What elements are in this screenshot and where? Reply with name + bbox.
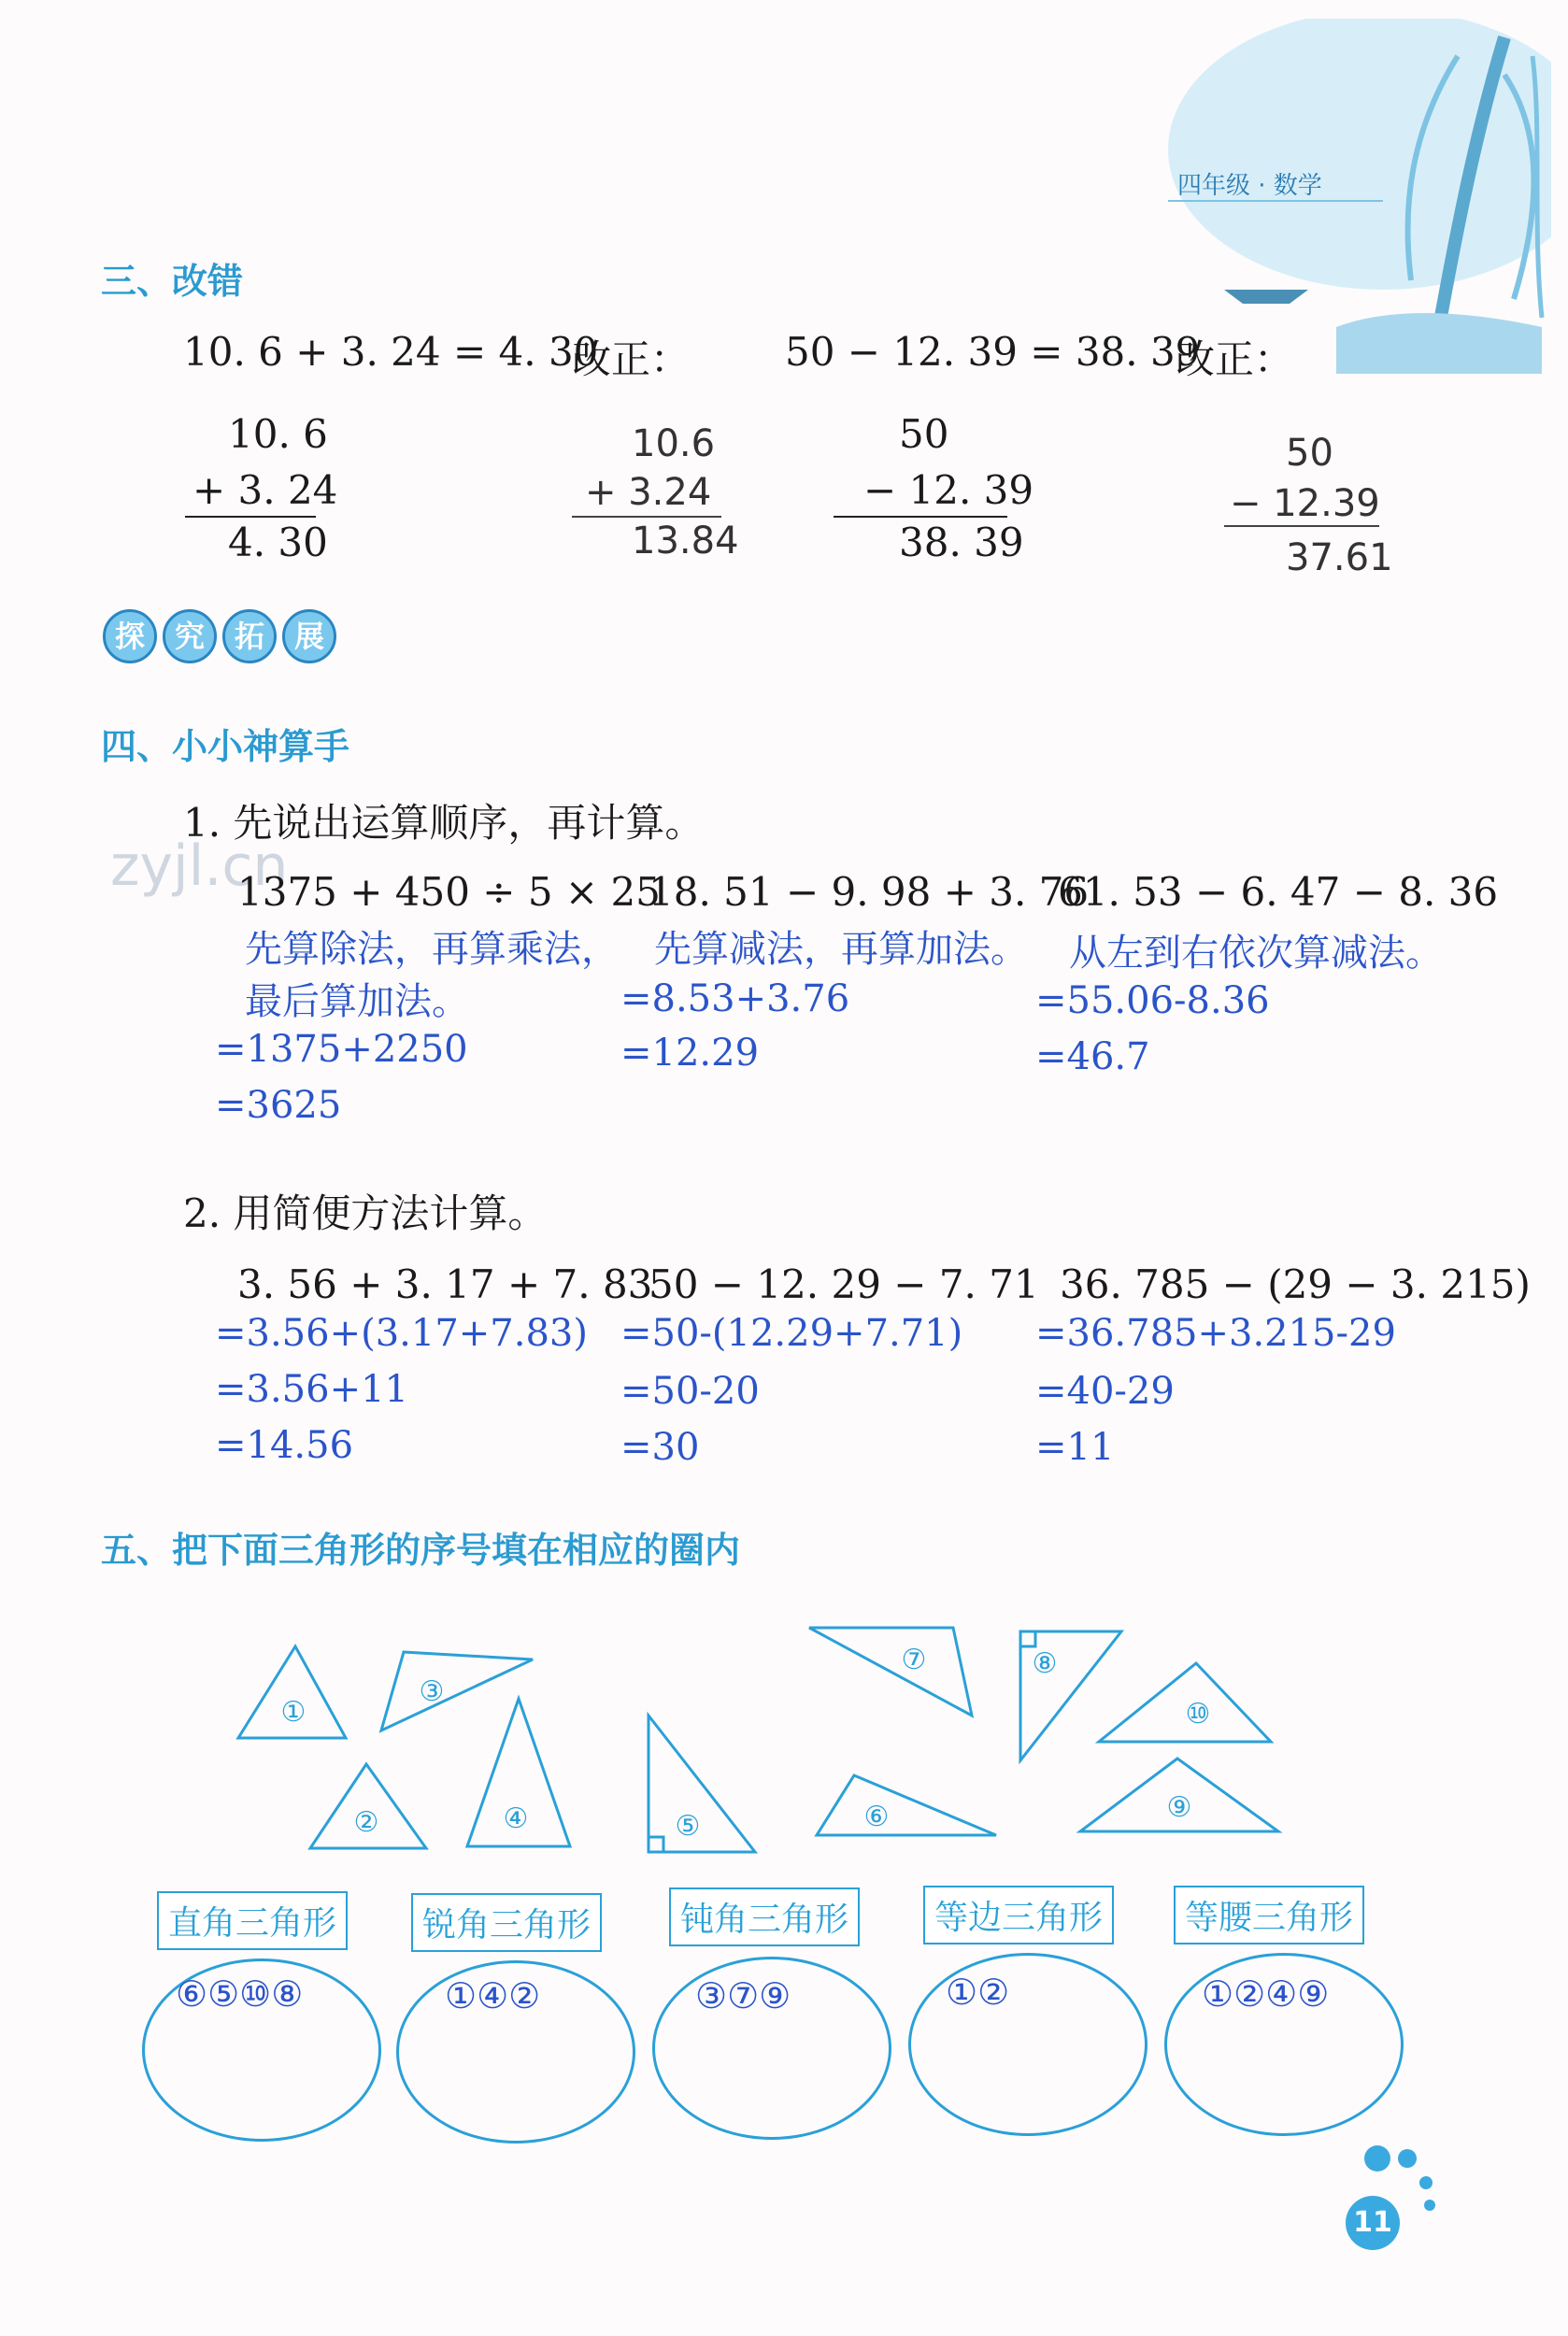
vertical1-top: 10. 6 [228, 411, 328, 457]
p3-order: 从左到右依次算减法。 [1069, 932, 1443, 975]
grade-label: 四年级 · 数学 [1177, 172, 1322, 200]
vertical2-top: 50 [899, 411, 949, 457]
p6-step2: =40-29 [1035, 1370, 1175, 1413]
p5-step3: =30 [620, 1426, 700, 1469]
correct-label-2: 改正： [1176, 336, 1294, 382]
answer-right-triangle: ⑥⑤⑩⑧ [176, 1973, 304, 2015]
label-equilateral-triangle: 等边三角形 [923, 1886, 1114, 1944]
p4-step1: =3.56+(3.17+7.83) [215, 1312, 588, 1355]
section5-title: 五、把下面三角形的序号填在相应的圈内 [101, 1530, 741, 1571]
triangle-8-right-angle [1020, 1631, 1035, 1646]
triangle-label-10: ⑩ [1185, 1698, 1211, 1731]
correction2-line [1224, 525, 1379, 527]
p1-step1: =1375+2250 [215, 1028, 468, 1071]
triangle-6 [817, 1775, 996, 1835]
triangle-3 [381, 1652, 533, 1731]
problem1-equation: 10. 6 + 3. 24 = 4. 30 [183, 329, 599, 375]
p4-question: 3. 56 + 3. 17 + 7. 83 [237, 1261, 653, 1307]
triangle-5 [649, 1716, 755, 1852]
problem2-equation: 50 − 12. 39 = 38. 39 [785, 329, 1201, 375]
tag-char-3: 拓 [222, 609, 277, 663]
vertical1-mid: + 3. 24 [192, 467, 338, 513]
tag-char-4: 展 [282, 609, 336, 663]
p5-step2: =50-20 [620, 1370, 760, 1413]
ellipse-equilateral-triangle[interactable] [908, 1953, 1147, 2136]
section4-title: 四、小小神算手 [101, 726, 350, 767]
triangle-label-6: ⑥ [863, 1801, 890, 1833]
p3-step1: =55.06-8.36 [1035, 979, 1270, 1022]
p5-question: 50 − 12. 29 − 7. 71 [649, 1261, 1039, 1307]
correction2-result: 37.61 [1286, 536, 1393, 579]
correction2-top: 50 [1286, 432, 1333, 475]
p6-step1: =36.785+3.215-29 [1035, 1312, 1396, 1355]
answer-obtuse-triangle: ③⑦⑨ [695, 1975, 791, 2016]
p4-step2: =3.56+11 [215, 1368, 408, 1411]
correction1-result: 13.84 [632, 520, 739, 563]
p2-step1: =8.53+3.76 [620, 977, 850, 1020]
triangle-label-3: ③ [419, 1675, 445, 1708]
p3-question: 61. 53 − 6. 47 − 8. 36 [1058, 869, 1499, 915]
vertical2-line [834, 516, 1007, 518]
p6-question: 36. 785 − (29 − 3. 215) [1060, 1261, 1531, 1307]
vertical2-mid: − 12. 39 [863, 467, 1034, 513]
explore-extend-tag [103, 609, 336, 663]
correct-label-1: 改正： [572, 336, 691, 382]
p1-step2: =3625 [215, 1084, 342, 1127]
p2-order: 先算减法，再算加法。 [654, 928, 1028, 971]
correction2-mid: − 12.39 [1230, 482, 1380, 525]
triangle-label-5: ⑤ [675, 1810, 701, 1843]
answer-equilateral-triangle: ①② [946, 1972, 1010, 2013]
p1-question: 1375 + 450 ÷ 5 × 25 [237, 869, 661, 915]
label-isosceles-triangle: 等腰三角形 [1174, 1886, 1364, 1944]
p1-order-line2: 最后算加法。 [245, 980, 469, 1023]
p6-step3: =11 [1035, 1426, 1115, 1469]
triangle-label-1: ① [280, 1696, 306, 1729]
correction1-top: 10.6 [632, 422, 716, 465]
subquestion2: 2. 用简便方法计算。 [183, 1190, 548, 1236]
section3-title: 三、改错 [101, 261, 244, 302]
watermark: zyjl.cn [110, 833, 289, 899]
triangle-label-2: ② [353, 1806, 379, 1839]
vertical1-result: 4. 30 [228, 520, 328, 565]
label-acute-triangle: 锐角三角形 [411, 1893, 602, 1952]
triangle-figures [0, 1607, 1568, 1869]
p2-step2: =12.29 [620, 1032, 760, 1075]
triangle-label-9: ⑨ [1166, 1791, 1192, 1824]
triangle-5-right-angle [649, 1837, 663, 1852]
p5-step1: =50-(12.29+7.71) [620, 1312, 963, 1355]
vertical1-line [185, 516, 316, 518]
correction1-mid: + 3.24 [585, 471, 712, 514]
page-number: 11 [1346, 2196, 1400, 2250]
triangle-label-8: ⑧ [1032, 1647, 1058, 1680]
triangle-label-7: ⑦ [901, 1644, 927, 1676]
grade-underline [1168, 200, 1383, 202]
triangle-label-4: ④ [503, 1802, 529, 1835]
label-right-triangle: 直角三角形 [157, 1891, 348, 1950]
subquestion1: 1. 先说出运算顺序，再计算。 [183, 800, 705, 846]
answer-isosceles-triangle: ①②④⑨ [1202, 1973, 1330, 2015]
p1-order-line1: 先算除法，再算乘法， [245, 928, 619, 971]
tag-char-2: 究 [163, 609, 217, 663]
p4-step3: =14.56 [215, 1424, 354, 1467]
answer-acute-triangle: ①④② [445, 1975, 541, 2016]
p3-step2: =46.7 [1035, 1035, 1150, 1078]
vertical2-result: 38. 39 [899, 520, 1024, 565]
tag-char-1: 探 [103, 609, 157, 663]
label-obtuse-triangle: 钝角三角形 [669, 1887, 860, 1946]
p2-question: 18. 51 − 9. 98 + 3. 76 [649, 869, 1090, 915]
triangle-7 [809, 1628, 972, 1716]
correction1-line [572, 516, 721, 518]
